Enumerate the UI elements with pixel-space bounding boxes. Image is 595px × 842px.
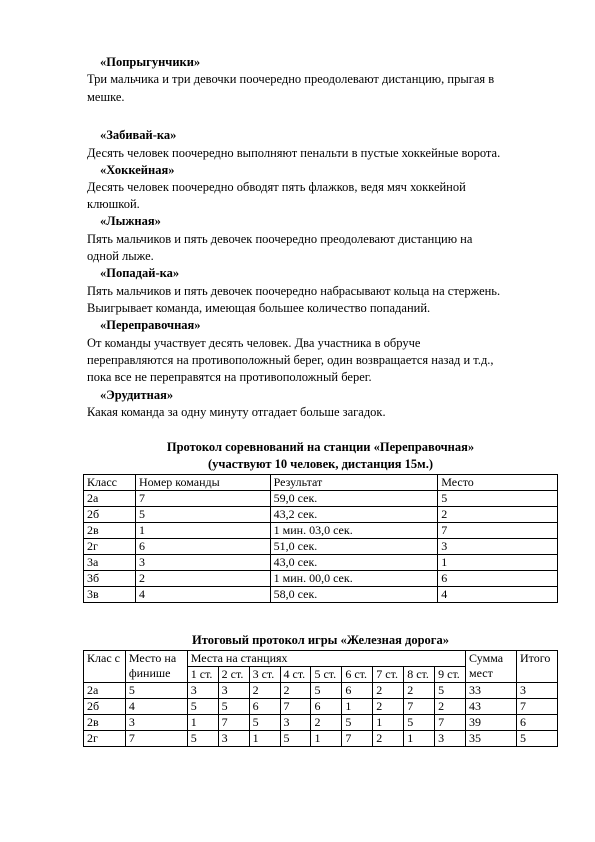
header-cell-total: Итого [516, 651, 557, 683]
table-cell: 2б [84, 507, 136, 523]
table-cell: 5 [516, 731, 557, 747]
table-cell: 3 [125, 715, 187, 731]
section-text: мешке. [87, 90, 125, 104]
table1-title: Протокол соревнований на станции «Переправочная» [166, 440, 475, 454]
table-cell: 4 [135, 587, 270, 603]
section-text: От команды участвует десять человек. Два участника в обруче [87, 336, 421, 350]
table-cell: 7 [435, 715, 466, 731]
table-cell: 3а [84, 555, 136, 571]
header-cell: Номер команды [135, 475, 270, 491]
section-text: Десять человек поочередно выполняют пенальти в пустые хоккейные ворота. [87, 146, 501, 160]
header-cell-sum: Сумма мест [466, 651, 517, 683]
table-cell: 7 [516, 699, 557, 715]
section-text: Пять мальчиков и пять девочек поочередно набрасывают кольца на стержень. [87, 284, 501, 298]
table-cell: 1 [249, 731, 280, 747]
table-cell: 2 [373, 731, 404, 747]
table-cell: 3 [218, 683, 249, 699]
table-row [84, 507, 558, 523]
table-cell: 2 [311, 715, 342, 731]
table-cell: 1 [311, 731, 342, 747]
header-cell: Класс [84, 475, 136, 491]
table-cell: 4 [125, 699, 187, 715]
table-cell: 1 [135, 523, 270, 539]
table-cell: 43,0 сек. [270, 555, 438, 571]
header-cell-class: Клас с [84, 651, 126, 683]
table-row [84, 571, 558, 587]
table-cell: 2 [435, 699, 466, 715]
table-row [84, 587, 558, 603]
section-text: пока все не переправятся на противоположный берег. [87, 370, 372, 384]
table-cell: 1 мин. 03,0 сек. [270, 523, 438, 539]
table-cell: 5 [218, 699, 249, 715]
table-cell: 7 [135, 491, 270, 507]
table-cell: 5 [438, 491, 558, 507]
table-cell: 5 [187, 731, 218, 747]
table-cell: 33 [466, 683, 517, 699]
table-cell: 35 [466, 731, 517, 747]
header-cell: Место [438, 475, 558, 491]
section-text: переправляются на противоположный берег, один возвращается назад и т.д., [87, 353, 494, 367]
table-header-row [84, 475, 558, 491]
table-cell: 3в [84, 587, 136, 603]
station-header: 7 ст. [373, 667, 404, 683]
section-text: Выигрывает команда, имеющая большее количество попаданий. [87, 301, 431, 315]
table-cell: 6 [342, 683, 373, 699]
table-cell: 3 [438, 539, 558, 555]
table-cell: 59,0 сек. [270, 491, 438, 507]
table-cell: 2 [373, 699, 404, 715]
table-cell: 4 [438, 587, 558, 603]
table-cell: 6 [516, 715, 557, 731]
table-cell: 6 [249, 699, 280, 715]
table-row [84, 491, 558, 507]
table-cell: 1 [438, 555, 558, 571]
table-row [84, 699, 558, 715]
table-cell: 51,0 сек. [270, 539, 438, 555]
table-cell: 5 [435, 683, 466, 699]
table-cell: 2г [84, 539, 136, 555]
table-cell: 2в [84, 715, 126, 731]
section-title: «Забивай-ка» [100, 128, 177, 142]
table-cell: 6 [438, 571, 558, 587]
table-cell: 2 [438, 507, 558, 523]
table-cell: 1 [404, 731, 435, 747]
section-text: клюшкой. [87, 197, 140, 211]
table-cell: 1 [342, 699, 373, 715]
table-cell: 7 [218, 715, 249, 731]
table-cell: 43 [466, 699, 517, 715]
station-header: 9 ст. [435, 667, 466, 683]
table1-subtitle: (участвуют 10 человек, дистанция 15м.) [208, 457, 433, 471]
section-text: Пять мальчиков и пять девочек поочередно преодолевают дистанцию на [87, 232, 473, 246]
table-cell: 3 [187, 683, 218, 699]
section-title: «Хоккейная» [100, 163, 175, 177]
station-header: 8 ст. [404, 667, 435, 683]
table-cell: 5 [125, 683, 187, 699]
table-cell: 2 [135, 571, 270, 587]
station-header: 4 ст. [280, 667, 311, 683]
table-cell: 2а [84, 491, 136, 507]
table-cell: 7 [438, 523, 558, 539]
table-cell: 1 [187, 715, 218, 731]
table-cell: 5 [187, 699, 218, 715]
table-cell: 2а [84, 683, 126, 699]
section-text: одной лыже. [87, 249, 154, 263]
table-cell: 2б [84, 699, 126, 715]
table-cell: 3 [435, 731, 466, 747]
station-header: 2 ст. [218, 667, 249, 683]
table-cell: 58,0 сек. [270, 587, 438, 603]
table-row [84, 555, 558, 571]
table-cell: 5 [404, 715, 435, 731]
station-header: 5 ст. [311, 667, 342, 683]
table-cell: 5 [342, 715, 373, 731]
table-cell: 2 [404, 683, 435, 699]
table-cell: 7 [404, 699, 435, 715]
station-header: 3 ст. [249, 667, 280, 683]
section-title: «Попрыгунчики» [100, 55, 201, 69]
table-cell: 5 [249, 715, 280, 731]
station-header: 6 ст. [342, 667, 373, 683]
table-cell: 7 [280, 699, 311, 715]
table-cell: 7 [342, 731, 373, 747]
table-cell: 6 [135, 539, 270, 555]
header-cell-finish: Место на финише [125, 651, 187, 683]
table-row [84, 523, 558, 539]
table-cell: 3 [218, 731, 249, 747]
table-cell: 3 [280, 715, 311, 731]
section-title: «Эрудитная» [100, 388, 174, 402]
final-results-table [83, 650, 558, 747]
section-text: Какая команда за одну минуту отгадает больше загадок. [87, 405, 386, 419]
table-cell: 2 [373, 683, 404, 699]
table-row [84, 539, 558, 555]
table-cell: 2г [84, 731, 126, 747]
table-cell: 3 [135, 555, 270, 571]
header-cell-stations: Места на станциях [187, 651, 465, 667]
table2-title: Итоговый протокол игры «Железная дорога» [192, 633, 449, 647]
table-row [84, 731, 558, 747]
table-row [84, 683, 558, 699]
station-results-table [83, 474, 558, 603]
table-cell: 1 [373, 715, 404, 731]
section-text: Десять человек поочередно обводят пять флажков, ведя мяч хоккейной [87, 180, 466, 194]
section-title: «Лыжная» [100, 214, 161, 228]
table-row [84, 715, 558, 731]
table-cell: 39 [466, 715, 517, 731]
table-cell: 5 [311, 683, 342, 699]
section-title: «Переправочная» [100, 318, 201, 332]
section-title: «Попадай-ка» [100, 266, 180, 280]
table-cell: 43,2 сек. [270, 507, 438, 523]
table-cell: 3 [516, 683, 557, 699]
table-cell: 6 [311, 699, 342, 715]
table-cell: 2 [249, 683, 280, 699]
table-cell: 5 [135, 507, 270, 523]
header-cell: Результат [270, 475, 438, 491]
table-cell: 1 мин. 00,0 сек. [270, 571, 438, 587]
station-header: 1 ст. [187, 667, 218, 683]
table-cell: 2 [280, 683, 311, 699]
table-cell: 7 [125, 731, 187, 747]
table-cell: 5 [280, 731, 311, 747]
table-cell: 2в [84, 523, 136, 539]
section-text: Три мальчика и три девочки поочередно преодолевают дистанцию, прыгая в [87, 72, 495, 86]
table-header-row [84, 651, 558, 667]
table-cell: 3б [84, 571, 136, 587]
